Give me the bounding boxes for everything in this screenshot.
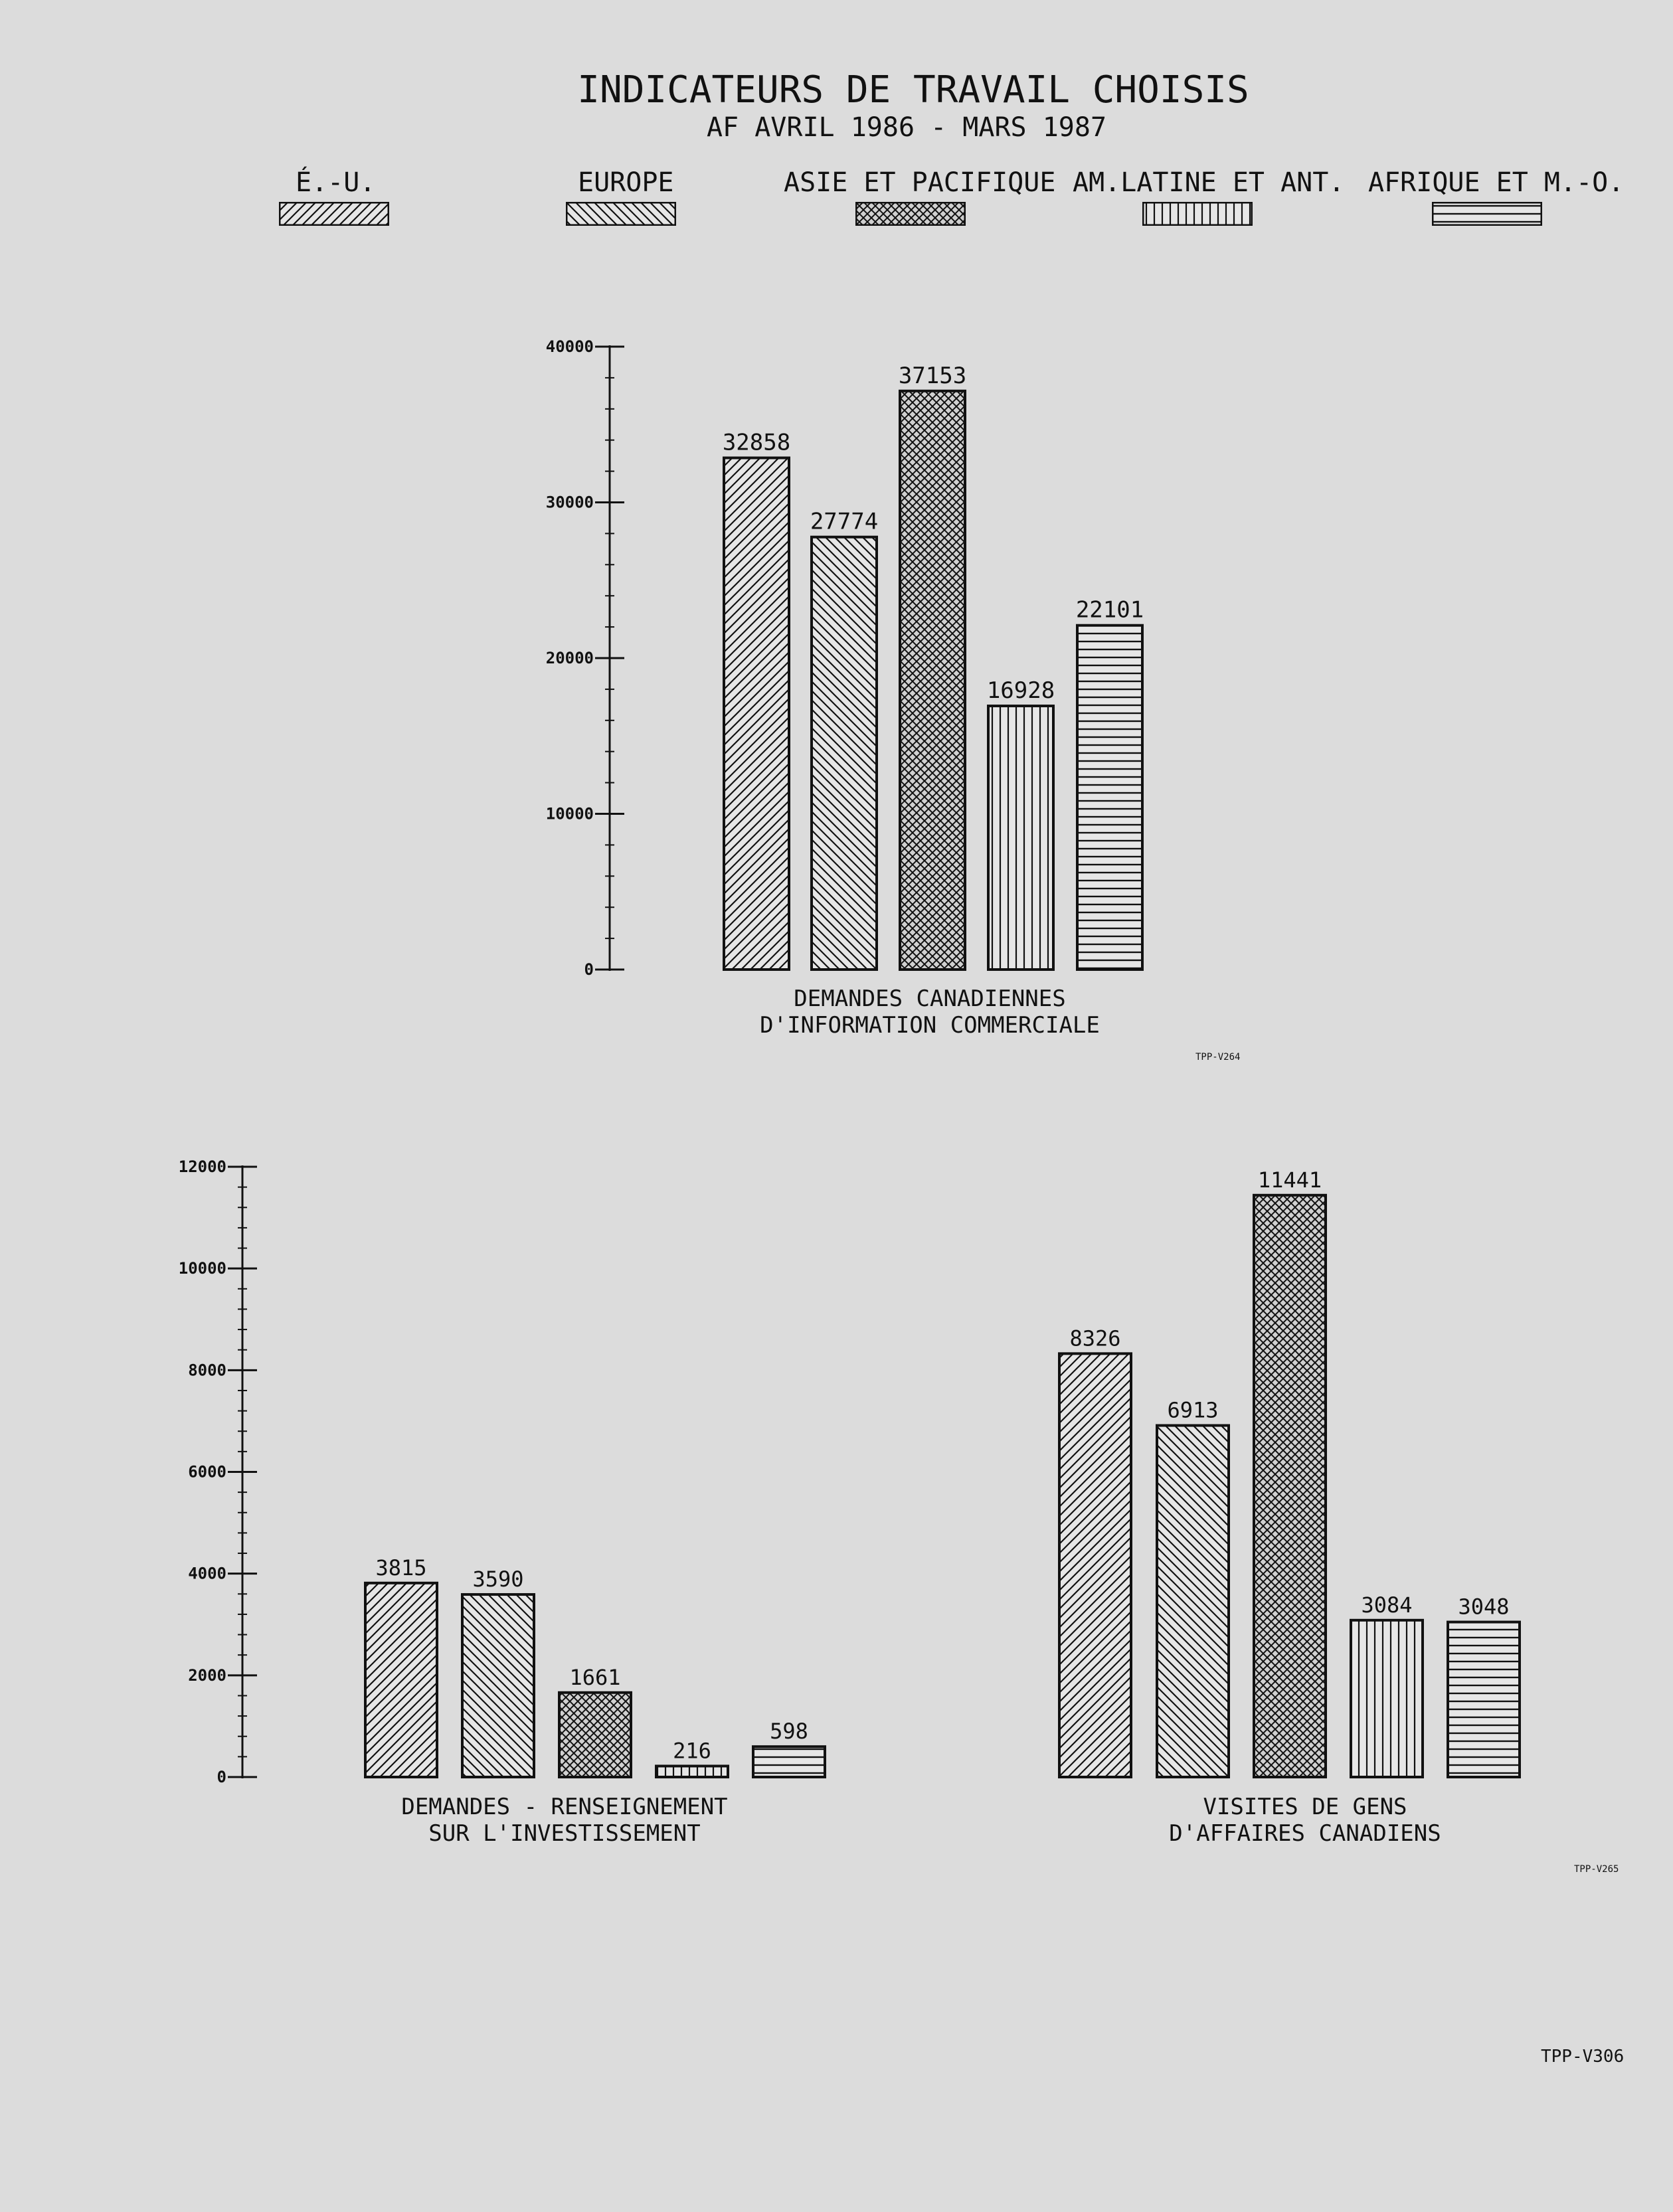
chart1-y-tick-label: 30000: [545, 493, 594, 512]
chart1-group: [546, 337, 1144, 1039]
chart1-value-label-4: 22101: [1075, 596, 1144, 624]
chart2-bar-0: [365, 1583, 437, 1777]
chart3-bar-0: [1059, 1353, 1131, 1777]
chart2-value-label-1: 3590: [472, 1567, 524, 1592]
chart1-title-line-1: D'INFORMATION COMMERCIALE: [760, 1012, 1100, 1039]
chart2-group: [179, 1157, 825, 1847]
chart1-y-tick-label: 40000: [545, 337, 594, 356]
chart3-reference-code: TPP-V265: [1574, 1864, 1619, 1875]
chart3-value-label-0: 8326: [1069, 1325, 1121, 1351]
legend-label-europe: EUROPE: [578, 167, 674, 198]
legend-label-us: É.-U.: [296, 167, 376, 198]
chart3-title-line-0: VISITES DE GENS: [1203, 1794, 1407, 1820]
chart-layer: [179, 337, 1520, 1847]
legend-label-africa-middle-east: AFRIQUE ET M.-O.: [1368, 167, 1625, 198]
chart2-bar-2: [559, 1693, 631, 1777]
chart2-y-tick-label: 12000: [178, 1157, 226, 1176]
chart2-y-tick-label: 8000: [188, 1361, 226, 1380]
chart3-title-line-1: D'AFFAIRES CANADIENS: [1169, 1820, 1441, 1847]
chart1-reference-code: TPP-V264: [1195, 1052, 1241, 1063]
chart1-title-line-0: DEMANDES CANADIENNES: [794, 985, 1066, 1012]
chart2-value-label-3: 216: [673, 1738, 711, 1764]
chart1-bar-0: [724, 458, 789, 970]
chart3-value-label-4: 3048: [1458, 1594, 1510, 1620]
chart2-y-tick-label: 6000: [188, 1462, 226, 1482]
chart2-value-label-0: 3815: [375, 1555, 427, 1580]
chart3-value-label-3: 3084: [1361, 1592, 1413, 1618]
legend-label-asia-pacific: ASIE ET PACIFIQUE: [784, 167, 1056, 198]
chart1-value-label-1: 27774: [810, 508, 879, 535]
chart2-bar-4: [753, 1746, 825, 1777]
chart2-y-tick-label: 0: [217, 1768, 226, 1786]
chart2-value-label-4: 598: [770, 1719, 808, 1744]
chart2-title-line-0: DEMANDES - RENSEIGNEMENT: [401, 1794, 728, 1820]
chart3-group: [1059, 1167, 1520, 1847]
legend-label-latin-america: AM.LATINE ET ANT.: [1073, 167, 1345, 198]
chart2-bar-1: [462, 1594, 534, 1777]
chart1-y-tick-label: 10000: [545, 804, 594, 823]
chart1-y-tick-label: 0: [584, 960, 594, 979]
chart2-value-label-2: 1661: [569, 1664, 621, 1690]
chart3-bar-4: [1448, 1622, 1520, 1777]
chart2-y-tick-label: 10000: [178, 1259, 226, 1278]
chart3-bar-3: [1351, 1620, 1423, 1777]
chart1-bar-2: [900, 391, 965, 970]
chart1-value-label-0: 32858: [722, 429, 791, 456]
page-title: INDICATEURS DE TRAVAIL CHOISIS: [577, 68, 1249, 112]
chart2-bar-3: [656, 1766, 728, 1777]
chart1-value-label-3: 16928: [986, 677, 1055, 705]
chart1-bar-3: [988, 706, 1053, 970]
chart3-value-label-2: 11441: [1257, 1167, 1322, 1193]
chart1-bar-1: [812, 537, 877, 970]
chart1-value-label-2: 37153: [898, 362, 967, 389]
chart2-y-tick-label: 4000: [188, 1564, 226, 1583]
chart3-value-label-1: 6913: [1167, 1397, 1219, 1423]
chart1-y-tick-label: 20000: [545, 649, 594, 667]
chart3-bar-2: [1254, 1195, 1326, 1777]
chart1-bar-4: [1077, 626, 1142, 970]
reference-code: TPP-V306: [1541, 2047, 1625, 2067]
chart2-title-line-1: SUR L'INVESTISSEMENT: [428, 1820, 701, 1847]
page-subtitle: AF AVRIL 1986 - MARS 1987: [706, 112, 1107, 143]
chart3-bar-1: [1157, 1426, 1229, 1777]
chart2-y-tick-label: 2000: [188, 1665, 226, 1685]
